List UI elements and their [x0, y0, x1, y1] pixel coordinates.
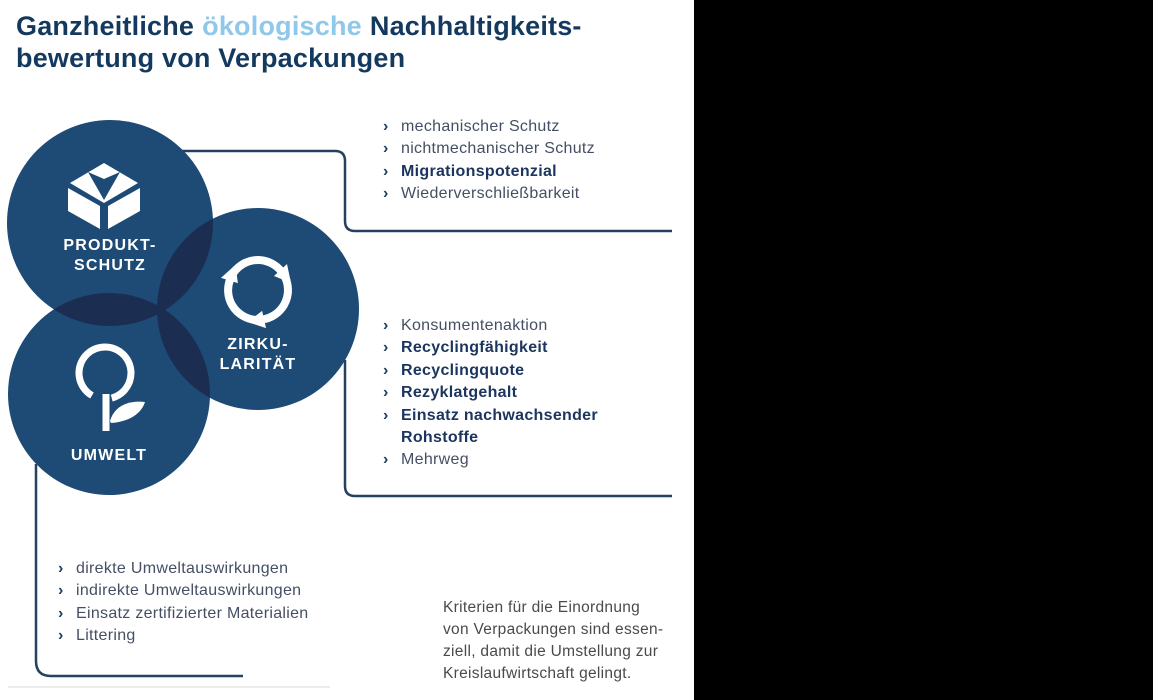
list-item-text: Einsatz nachwachsender Rohstoffe	[401, 406, 598, 447]
list-item-text: Recyclingquote	[401, 361, 525, 379]
note-line: ziell, damit die Umstellung zur	[443, 643, 659, 660]
list-item	[58, 558, 358, 580]
list-umwelt-criteria	[58, 558, 358, 648]
label-text: PRODUKT-	[63, 237, 157, 254]
list-item-text: nichtmechanischer Schutz	[401, 140, 595, 158]
list-item	[383, 116, 673, 138]
page-title-line2: bewertung von Verpackungen	[16, 43, 406, 73]
title-text: Nachhaltigkeits-	[369, 11, 582, 41]
list-produktschutz-criteria	[383, 116, 673, 206]
list-item	[383, 161, 673, 183]
page-title	[16, 10, 582, 74]
chevron-bullet-icon: ›	[383, 451, 389, 469]
label-text: SCHUTZ	[73, 257, 147, 274]
chevron-bullet-icon: ›	[58, 627, 64, 645]
title-text: Ganzheitliche	[16, 11, 195, 41]
label-produktschutz	[30, 236, 190, 276]
list-item-text: Einsatz zertifizierter Materialien	[76, 604, 309, 622]
label-zirkularitaet	[178, 335, 338, 375]
label-text: LARITÄT	[219, 356, 297, 373]
list-item	[58, 580, 358, 602]
chevron-bullet-icon: ›	[58, 560, 64, 577]
list-item	[58, 603, 358, 625]
chevron-bullet-icon: ›	[383, 384, 389, 402]
list-item-text: direkte Umweltauswirkungen	[76, 560, 289, 577]
chevron-bullet-icon: ›	[58, 582, 64, 600]
list-item-text: Littering	[76, 627, 136, 645]
list-item-text: indirekte Umweltauswirkungen	[76, 582, 302, 600]
list-item-text: Wiederverschließbarkeit	[401, 185, 580, 203]
note-line: Kreislaufwirtschaft gelingt.	[443, 665, 632, 682]
list-item	[383, 405, 623, 450]
list-item-text: Migrationspotenzial	[401, 162, 557, 180]
criteria-note	[443, 597, 663, 685]
list-item	[383, 138, 673, 160]
list-item	[58, 625, 358, 647]
chevron-bullet-icon: ›	[383, 406, 389, 424]
list-item-text: mechanischer Schutz	[401, 118, 560, 135]
label-text: ZIRKU-	[227, 336, 289, 353]
chevron-bullet-icon: ›	[383, 140, 389, 158]
chevron-bullet-icon: ›	[383, 162, 389, 180]
note-line: von Verpackungen sind essen-	[443, 621, 664, 638]
list-item	[383, 315, 623, 337]
list-item-text: Recyclingfähigkeit	[401, 339, 548, 357]
list-item	[383, 382, 623, 404]
list-item	[383, 337, 623, 359]
title-highlight-text: ökologische	[202, 11, 362, 41]
chevron-bullet-icon: ›	[58, 604, 64, 622]
chevron-bullet-icon: ›	[383, 361, 389, 379]
label-umwelt	[29, 446, 189, 466]
black-background	[694, 0, 1153, 700]
list-item	[383, 449, 623, 471]
list-zirkularitaet-criteria	[383, 315, 623, 472]
chevron-bullet-icon: ›	[383, 185, 389, 203]
list-item	[383, 360, 623, 382]
chevron-bullet-icon: ›	[383, 339, 389, 357]
label-text: UMWELT	[70, 447, 148, 464]
chevron-bullet-icon: ›	[383, 317, 389, 334]
page-title-line1	[16, 10, 582, 42]
list-item-text: Konsumentenaktion	[401, 317, 548, 334]
list-item	[383, 183, 673, 205]
chevron-bullet-icon: ›	[383, 118, 389, 135]
list-item-text: Mehrweg	[401, 451, 469, 469]
list-item-text: Rezyklatgehalt	[401, 384, 518, 402]
note-line: Kriterien für die Einordnung	[443, 599, 641, 616]
